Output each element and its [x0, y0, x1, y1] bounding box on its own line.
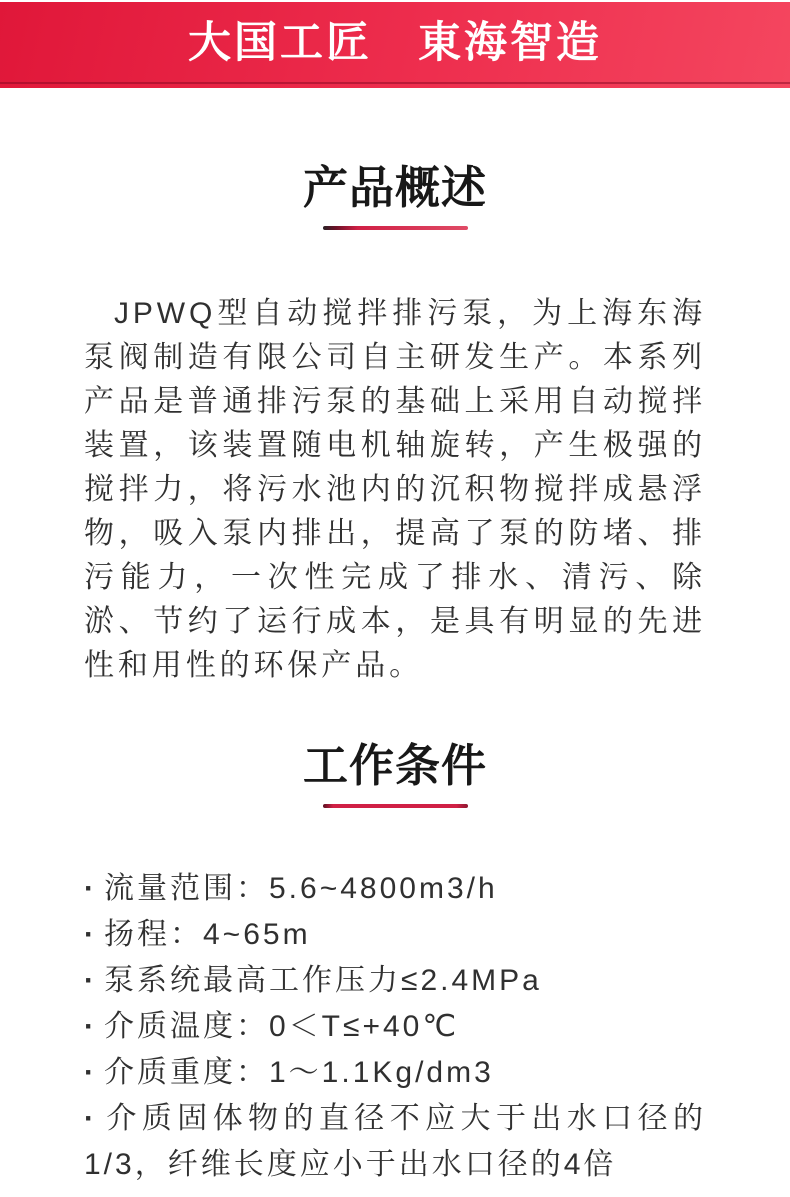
- condition-text: 流量范围：5.6~4800m3/h: [104, 872, 498, 905]
- conditions-heading-underline: [323, 804, 468, 808]
- product-detail-page: [0, 2, 790, 1197]
- bullet-dot-icon: ·: [84, 872, 94, 905]
- conditions-list: [84, 866, 706, 1188]
- conditions-heading: 工作条件: [302, 740, 487, 791]
- overview-paragraph: JPWQ型自动搅拌排污泵，为上海东海泵阀制造有限公司自主研发生产。本系列产品是普通排污泵的基础上采用自动搅拌装置，该装置随电机轴旋转，产生极强的搅拌力，将污水池内的沉积物搅拌成悬浮物，吸入泵内排出，提高了泵的防堵、排污能力，一次性完成了排水、清污、除淤、节约了运行成本，是具有明显的先进性和用性的环保产品。: [84, 297, 706, 682]
- condition-item-solids-size: [84, 1096, 706, 1188]
- overview-section: [0, 162, 790, 688]
- condition-text: 泵系统最高工作压力≤2.4MPa: [104, 964, 542, 997]
- bullet-dot-icon: ·: [84, 1010, 94, 1043]
- condition-text: 介质固体物的直径不应大于出水口径的1/3，纤维长度应小于出水口径的4倍: [84, 1102, 706, 1181]
- condition-item-max-pressure: [84, 958, 706, 1004]
- overview-heading-underline: [323, 226, 468, 230]
- brand-banner-title: 大国工匠 東海智造: [188, 18, 602, 67]
- condition-text: 介质重度：1～1.1Kg/dm3: [104, 1056, 494, 1089]
- overview-heading: 产品概述: [302, 162, 487, 213]
- condition-item-flow-range: [84, 866, 706, 912]
- condition-text: 扬程：4~65m: [104, 918, 311, 951]
- condition-text: 介质温度：0＜T≤+40℃: [104, 1010, 460, 1043]
- conditions-heading-wrap: [0, 740, 790, 808]
- condition-item-medium-density: [84, 1050, 706, 1096]
- bullet-dot-icon: ·: [84, 1056, 94, 1089]
- condition-item-head: [84, 912, 706, 958]
- condition-item-medium-temperature: [84, 1004, 706, 1050]
- bullet-dot-icon: ·: [84, 964, 94, 997]
- overview-heading-wrap: [0, 162, 790, 230]
- working-conditions-section: [0, 740, 790, 1188]
- brand-banner: [0, 2, 790, 88]
- bullet-dot-icon: ·: [84, 918, 94, 951]
- bullet-dot-icon: ·: [84, 1102, 94, 1135]
